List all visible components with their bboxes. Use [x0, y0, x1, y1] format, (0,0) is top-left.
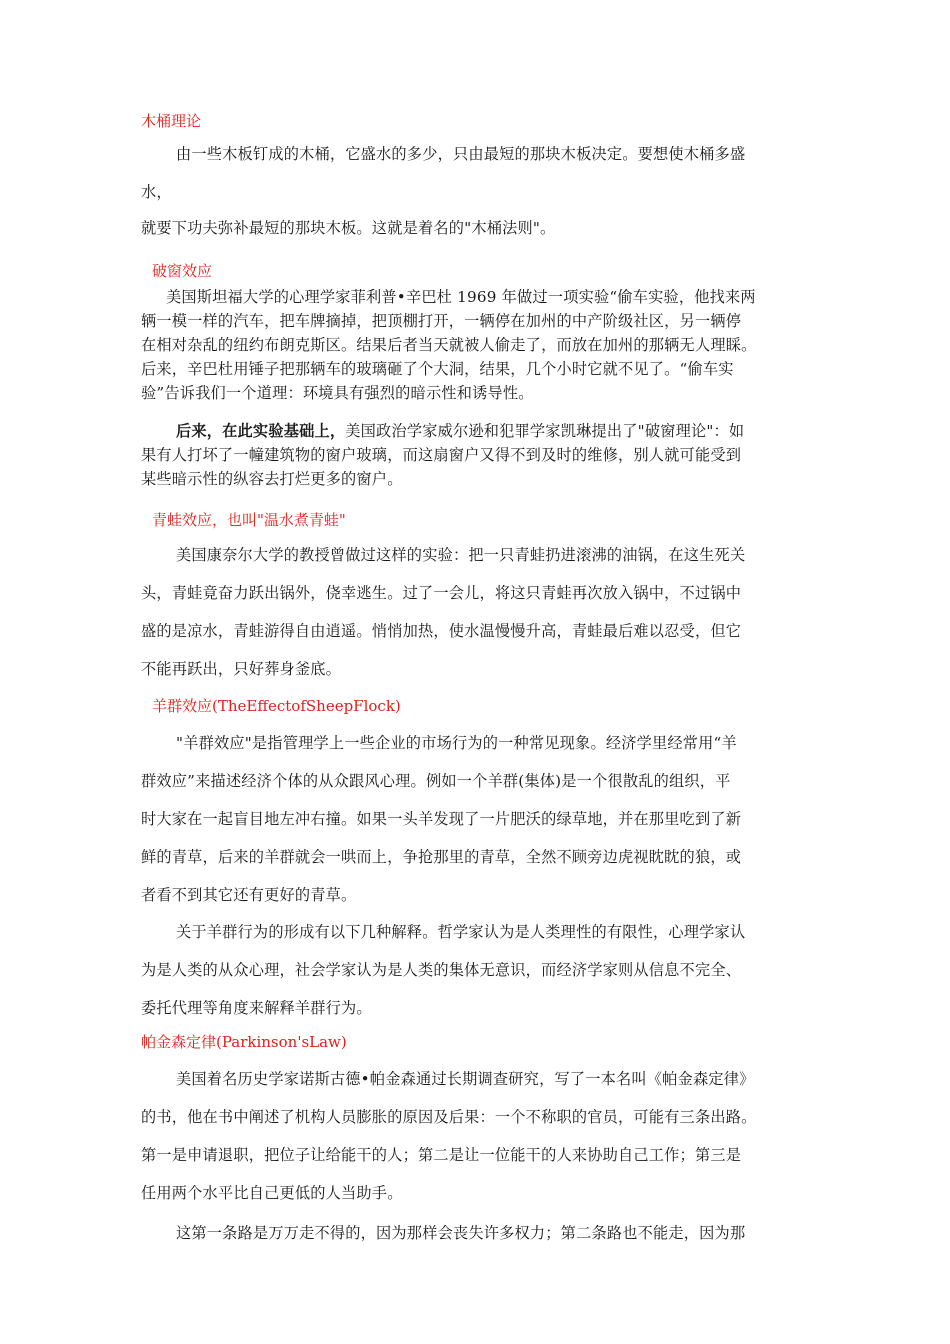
text-line: "羊群效应"是指管理学上一些企业的市场行为的一种常见现象。经济学里经常用“羊	[176, 734, 737, 752]
text-line: 验”告诉我们一个道理：环境具有强烈的暗示性和诱导性。	[141, 384, 534, 402]
text-line: 美国康奈尔大学的教授曾做过这样的实验：把一只青蛙扔进滚沸的油锅，在这生死关	[176, 546, 746, 564]
text-line: 头，青蛙竟奋力跃出锅外，侥幸逃生。过了一会儿，将这只青蛙再次放入锅中，不过锅中	[141, 584, 742, 602]
text-line	[176, 421, 744, 441]
text-line: 盛的是凉水，青蛙游得自由逍遥。悄悄加热，使水温慢慢升高，青蛙最后难以忍受，但它	[141, 622, 742, 640]
text-line: 美国斯坦福大学的心理学家菲利普•辛巴杜 1969 年做过一项实验“偷车实验，他找来两	[166, 288, 756, 306]
text-line: 某些暗示性的纵容去打烂更多的窗户。	[141, 470, 403, 488]
text-line: 时大家在一起盲目地左冲右撞。如果一头羊发现了一片肥沃的绿草地，并在那里吃到了新	[141, 810, 742, 828]
text-line: 后来，辛巴杜用锤子把那辆车的玻璃砸了个大洞，结果，几个小时它就不见了。“偷车实	[141, 360, 734, 378]
heading-barrel-theory: 木桶理论	[141, 112, 202, 130]
text-line: 关于羊群行为的形成有以下几种解释。哲学家认为是人类理性的有限性，心理学家认	[176, 923, 746, 941]
text-line: 鲜的青草，后来的羊群就会一哄而上，争抢那里的青草，全然不顾旁边虎视眈眈的狼，或	[141, 848, 742, 866]
text-line: 不能再跃出，只好葬身釜底。	[141, 660, 342, 678]
text-line: 在相对杂乱的纽约布朗克斯区。结果后者当天就被人偷走了，而放在加州的那辆无人理睬。	[141, 336, 757, 354]
text-line: 为是人类的从众心理，社会学家认为是人类的集体无意识，而经济学家则从信息不完全、	[141, 961, 742, 979]
text-line: 的书，他在书中阐述了机构人员膨胀的原因及后果：一个不称职的官员，可能有三条出路。	[141, 1108, 757, 1126]
text-line: 委托代理等角度来解释羊群行为。	[141, 999, 372, 1017]
heading-frog-effect: 青蛙效应，也叫"温水煮青蛙"	[152, 511, 346, 529]
text-line: 第一是申请退职，把位子让给能干的人；第二是让一位能干的人来协助自己工作；第三是	[141, 1146, 742, 1164]
text-line: 美国着名历史学家诺斯古德•帕金森通过长期调查研究，写了一本名叫《帕金森定律》	[176, 1070, 755, 1088]
bold-lead: 后来，在此实验基础上，	[176, 422, 346, 440]
heading-broken-window-effect: 破窗效应	[152, 262, 213, 280]
text-line: 果有人打坏了一幢建筑物的窗户玻璃，而这扇窗户又得不到及时的维修，别人就可能受到	[141, 446, 742, 464]
text-line: 就要下功夫弥补最短的那块木板。这就是着名的"木桶法则"。	[141, 219, 556, 237]
heading-parkinsons-law: 帕金森定律(Parkinson'sLaw)	[141, 1033, 347, 1051]
text-line: 由一些木板钉成的木桶，它盛水的多少，只由最短的那块木板决定。要想使木桶多盛	[176, 145, 746, 163]
text-line: 任用两个水平比自己更低的人当助手。	[141, 1184, 403, 1202]
text-line: 者看不到其它还有更好的青草。	[141, 886, 357, 904]
text-line: 这第一条路是万万走不得的，因为那样会丧失许多权力；第二条路也不能走，因为那	[176, 1224, 746, 1242]
text-line: 辆一模一样的汽车，把车牌摘掉，把顶棚打开，一辆停在加州的中产阶级社区，另一辆停	[141, 312, 742, 330]
text-run: 美国政治学家威尔逊和犯罪学家凯琳提出了"破窗理论"：如	[345, 422, 745, 440]
text-line: 群效应”来描述经济个体的从众跟风心理。例如一个羊群(集体)是一个很散乱的组织，平	[141, 772, 731, 790]
text-line: 水，	[141, 183, 172, 201]
heading-sheep-flock-effect: 羊群效应(TheEffectofSheepFlock)	[152, 697, 401, 715]
